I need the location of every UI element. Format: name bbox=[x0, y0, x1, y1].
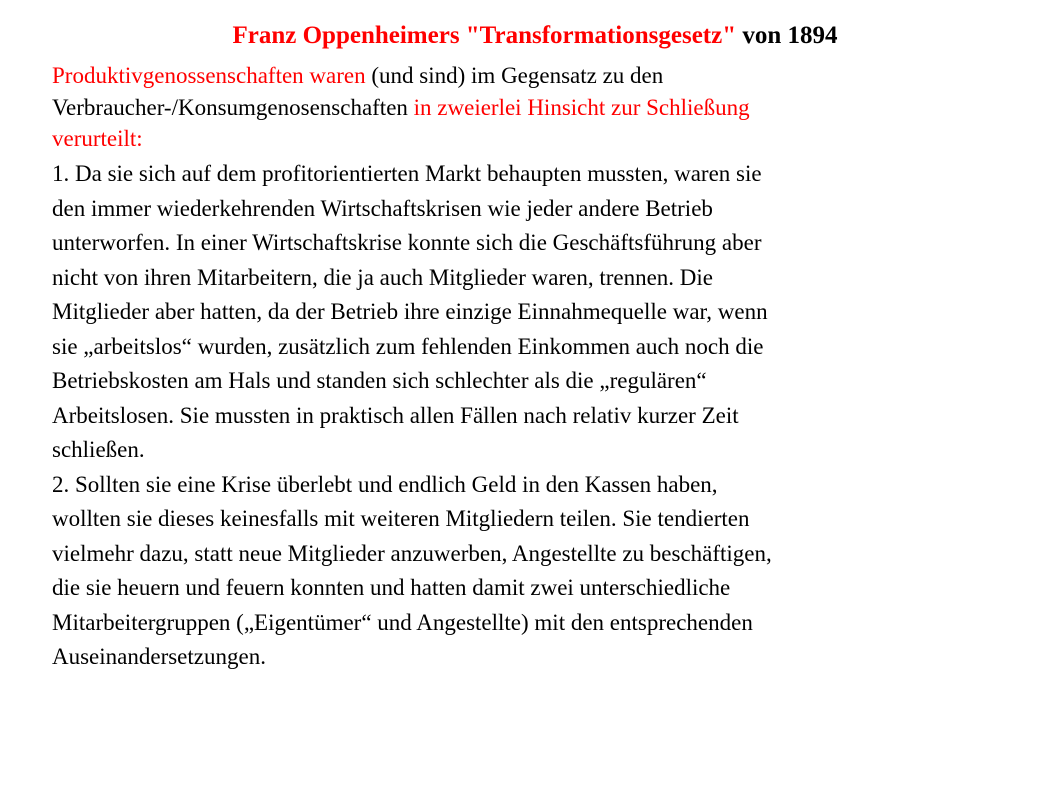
intro-black-text: (und sind) im Gegensatz zu den bbox=[365, 63, 664, 88]
body-line: Mitglieder aber hatten, da der Betrieb ihre einzige Einnahmequelle war, wenn bbox=[52, 299, 768, 324]
body-line: Mitarbeitergruppen („Eigentümer“ und Angestellte) mit den entsprechenden bbox=[52, 609, 753, 635]
body-line: Arbeitslosen. Sie mussten in praktisch allen Fällen nach relativ kurzer Zeit bbox=[52, 402, 739, 428]
body-line: 2. Sollten sie eine Krise überlebt und endlich Geld in den Kassen haben, bbox=[52, 471, 718, 497]
body-text bbox=[52, 157, 1052, 675]
body-line: unterworfen. In einer Wirtschaftskrise konnte sich die Geschäftsführung aber bbox=[52, 230, 762, 255]
body-line: den immer wiederkehrenden Wirtschaftskrisen wie jeder andere Betrieb bbox=[52, 195, 713, 221]
body-line: 1. Da sie sich auf dem profitorientierten Markt behaupten mussten, waren sie bbox=[52, 161, 762, 186]
slide-title bbox=[0, 20, 1058, 52]
body-line: die sie heuern und feuern konnten und hatten damit zwei unterschiedliche bbox=[52, 575, 731, 600]
body-line: schließen. bbox=[52, 437, 145, 462]
body-line: wollten sie dieses keinesfalls mit weiteren Mitgliedern teilen. Sie tendierten bbox=[52, 506, 750, 531]
body-line: nicht von ihren Mitarbeitern, die ja auch Mitglieder waren, trennen. Die bbox=[52, 264, 714, 290]
intro-red-text: Produktivgenossenschaften waren bbox=[52, 63, 366, 88]
title-main: Franz Oppenheimers "Transformationsgesetz" bbox=[232, 22, 737, 49]
body-line: vielmehr dazu, statt neue Mitglieder anzuwerben, Angestellte zu beschäftigen, bbox=[52, 540, 772, 566]
body-line: Auseinandersetzungen. bbox=[52, 644, 266, 669]
intro-line bbox=[52, 60, 1052, 92]
intro-line: verurteilt: bbox=[52, 126, 143, 151]
body-line: sie „arbeitslos“ wurden, zusätzlich zum fehlenden Einkommen auch noch die bbox=[52, 333, 764, 359]
intro-line bbox=[52, 92, 1052, 124]
intro-paragraph bbox=[52, 60, 1052, 155]
intro-black-text: Verbraucher-/Konsumgenosenschaften bbox=[52, 94, 408, 120]
title-year: von 1894 bbox=[736, 22, 838, 49]
intro-red-text: in zweierlei Hinsicht zur Schließung bbox=[407, 94, 750, 120]
body-line: Betriebskosten am Hals und standen sich schlechter als die „regulären“ bbox=[52, 368, 707, 393]
